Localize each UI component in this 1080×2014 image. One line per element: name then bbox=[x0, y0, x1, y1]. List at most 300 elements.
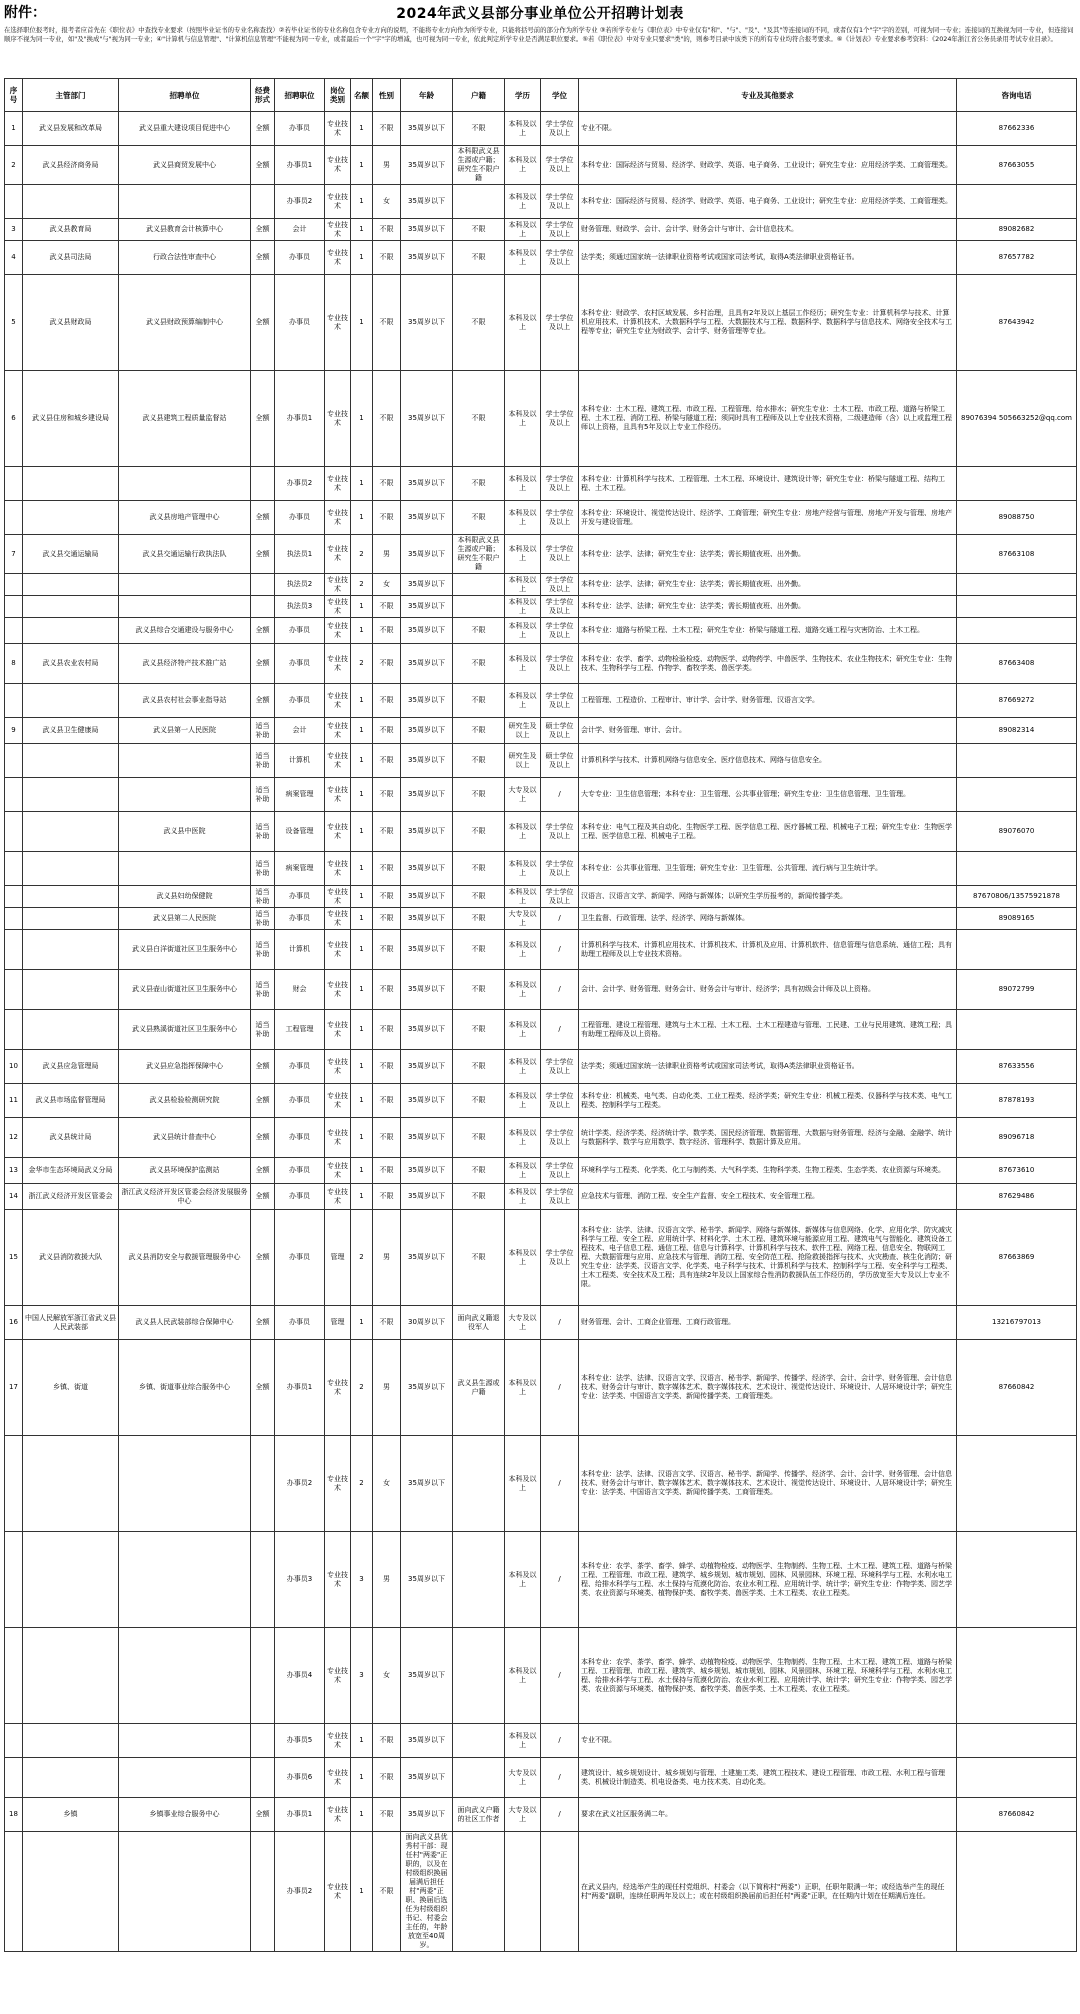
cell-unit: 武义县教育会计核算中心 bbox=[119, 219, 251, 241]
cell-seq bbox=[5, 618, 23, 644]
cell-quota: 1 bbox=[351, 744, 373, 778]
cell-age: 35周岁以下 bbox=[401, 112, 453, 146]
cell-age: 35周岁以下 bbox=[401, 1184, 453, 1210]
cell-degree: 学士学位及以上 bbox=[541, 1184, 579, 1210]
cell-degree: 学士学位及以上 bbox=[541, 146, 579, 185]
cell-unit: 武义县环境保护监测站 bbox=[119, 1158, 251, 1184]
cell-unit: 武义县消防安全与救援管理服务中心 bbox=[119, 1210, 251, 1306]
cell-department: 武义县统计局 bbox=[23, 1118, 119, 1158]
cell-gender: 不限 bbox=[373, 644, 401, 684]
cell-phone: 87633556 bbox=[957, 1050, 1077, 1084]
cell-requirements: 专业不限。 bbox=[579, 112, 957, 146]
cell-requirements: 工程管理、工程造价、工程审计、审计学、会计学、财务管理、汉语言文学。 bbox=[579, 684, 957, 718]
cell-unit bbox=[119, 778, 251, 812]
cell-funding: 全额 bbox=[251, 1210, 275, 1306]
cell-funding: 全额 bbox=[251, 1184, 275, 1210]
cell-requirements: 本科专业：法学、法律、汉语言文学、秘书学、新闻学、网络与新媒体、新媒体与信息网络、化学、应用化学、防灾减灾科学与工程、安全工程、应用统计学、材料化学、土木工程、建筑环境与能源应用工程、建筑电气与智能化、建筑设备工程技术、电子信息工程、通信工程、信息与计算科学、计算机科学与技术、软件工程、网络工程、信息安全、物联网工程、大数据管理与应用、应急技术与管理、消防工程、安全防范工程、抢险救援指挥与技术、火灾勘查、核生化消防；研究生专业：法学类、汉语言文学、化学类、电子科学与技术、计算机科学与技术、控制科学与工程、安全科学与工程类、土木工程类、安全技术及工程；具有连续2年及以上国家综合性消防救援队伍工作经历的，学历放宽至大专及以上专业不限。 bbox=[579, 1210, 957, 1306]
cell-unit: 乡镇、街道事业综合服务中心 bbox=[119, 1340, 251, 1436]
header-cell: 名额 bbox=[351, 79, 373, 112]
cell-quota: 1 bbox=[351, 1184, 373, 1210]
cell-requirements: 应急技术与管理、消防工程、安全生产监督、安全工程技术、安全管理工程。 bbox=[579, 1184, 957, 1210]
cell-funding: 适当补助 bbox=[251, 930, 275, 970]
cell-phone bbox=[957, 852, 1077, 886]
cell-funding bbox=[251, 1628, 275, 1724]
cell-requirements: 本科专业：法学、法律；研究生专业：法学类；需长期值夜班、出外勤。 bbox=[579, 596, 957, 618]
cell-seq bbox=[5, 1832, 23, 1952]
cell-position: 办事员2 bbox=[275, 1436, 325, 1532]
cell-category: 专业技术 bbox=[325, 1724, 351, 1758]
cell-requirements: 本科专业：公共事业管理、卫生管理；研究生专业：卫生管理、公共管理、流行病与卫生统计学。 bbox=[579, 852, 957, 886]
cell-requirements: 统计学类、经济学类、经济统计学、数学类、国民经济管理、数据管理、大数据与财务管理、经济与金融、金融学、统计与数据科学、数学与应用数学、数字经济、管理科学、数据计算及应用。 bbox=[579, 1118, 957, 1158]
cell-quota: 1 bbox=[351, 1158, 373, 1184]
cell-funding: 适当补助 bbox=[251, 886, 275, 908]
cell-seq: 3 bbox=[5, 219, 23, 241]
cell-unit: 乡镇事业综合服务中心 bbox=[119, 1798, 251, 1832]
cell-age: 35周岁以下 bbox=[401, 644, 453, 684]
cell-department: 武义县住房和城乡建设局 bbox=[23, 371, 119, 467]
cell-category: 专业技术 bbox=[325, 501, 351, 535]
cell-category: 专业技术 bbox=[325, 112, 351, 146]
cell-age: 35周岁以下 bbox=[401, 886, 453, 908]
cell-requirements: 本科专业：道路与桥梁工程、土木工程；研究生专业：桥梁与隧道工程、道路交通工程与灾害防治、土木工程。 bbox=[579, 618, 957, 644]
cell-household: 不限 bbox=[453, 886, 505, 908]
cell-department bbox=[23, 908, 119, 930]
cell-age: 35周岁以下 bbox=[401, 1798, 453, 1832]
cell-position: 办事员 bbox=[275, 684, 325, 718]
cell-requirements: 会计、会计学、财务管理、财务会计、财务会计与审计、经济学；具有初级会计师及以上资格。 bbox=[579, 970, 957, 1010]
cell-gender: 男 bbox=[373, 535, 401, 574]
cell-household: 不限 bbox=[453, 718, 505, 744]
cell-unit: 武义县房地产管理中心 bbox=[119, 501, 251, 535]
cell-age: 35周岁以下 bbox=[401, 185, 453, 219]
cell-degree: / bbox=[541, 930, 579, 970]
cell-funding: 适当补助 bbox=[251, 718, 275, 744]
cell-age: 35周岁以下 bbox=[401, 574, 453, 596]
table-row bbox=[5, 185, 1077, 219]
cell-unit: 武义县农村社会事业指导站 bbox=[119, 684, 251, 718]
cell-unit bbox=[119, 1532, 251, 1628]
table-row bbox=[5, 684, 1077, 718]
cell-department: 乡镇 bbox=[23, 1798, 119, 1832]
cell-seq bbox=[5, 778, 23, 812]
cell-requirements: 会计学、财务管理、审计、会计。 bbox=[579, 718, 957, 744]
cell-age: 35周岁以下 bbox=[401, 1084, 453, 1118]
cell-position: 办事员2 bbox=[275, 1832, 325, 1952]
header-cell: 年龄 bbox=[401, 79, 453, 112]
cell-phone: 87663108 bbox=[957, 535, 1077, 574]
cell-funding: 全额 bbox=[251, 112, 275, 146]
cell-seq: 9 bbox=[5, 718, 23, 744]
cell-funding bbox=[251, 1532, 275, 1628]
table-row bbox=[5, 618, 1077, 644]
cell-household bbox=[453, 1532, 505, 1628]
cell-age: 35周岁以下 bbox=[401, 1050, 453, 1084]
table-row bbox=[5, 1532, 1077, 1628]
cell-quota: 1 bbox=[351, 596, 373, 618]
cell-requirements: 财务管理、财政学、会计、会计学、财务会计与审计、会计信息技术。 bbox=[579, 219, 957, 241]
cell-requirements: 卫生监督、行政管理、法学、经济学、网络与新媒体。 bbox=[579, 908, 957, 930]
table-header-row bbox=[5, 79, 1077, 112]
cell-requirements: 本科专业：法学、法律；研究生专业：法学类；需长期值夜班、出外勤。 bbox=[579, 574, 957, 596]
cell-category: 专业技术 bbox=[325, 744, 351, 778]
cell-education: 本科及以上 bbox=[505, 1050, 541, 1084]
cell-education: 本科及以上 bbox=[505, 970, 541, 1010]
table-row bbox=[5, 852, 1077, 886]
cell-household: 不限 bbox=[453, 930, 505, 970]
cell-household: 不限 bbox=[453, 501, 505, 535]
cell-requirements: 法学类；须通过国家统一法律职业资格考试或国家司法考试，取得A类法律职业资格证书。 bbox=[579, 241, 957, 275]
cell-education: 本科及以上 bbox=[505, 1628, 541, 1724]
cell-seq bbox=[5, 970, 23, 1010]
cell-unit bbox=[119, 596, 251, 618]
cell-position: 工程管理 bbox=[275, 1010, 325, 1050]
cell-household: 不限 bbox=[453, 219, 505, 241]
cell-position: 办事员 bbox=[275, 1158, 325, 1184]
cell-phone: 89089165 bbox=[957, 908, 1077, 930]
cell-quota: 2 bbox=[351, 1210, 373, 1306]
cell-gender: 不限 bbox=[373, 618, 401, 644]
cell-quota: 2 bbox=[351, 535, 373, 574]
cell-education: 本科及以上 bbox=[505, 371, 541, 467]
cell-household bbox=[453, 1832, 505, 1952]
cell-requirements: 计算机科学与技术、计算机应用技术、计算机技术、计算机及应用、计算机软件、信息管理与信息系统、通信工程；具有助理工程师及以上专业技术资格。 bbox=[579, 930, 957, 970]
cell-gender: 女 bbox=[373, 1628, 401, 1724]
table-row bbox=[5, 146, 1077, 185]
cell-age: 35周岁以下 bbox=[401, 684, 453, 718]
cell-seq bbox=[5, 886, 23, 908]
cell-degree: 硕士学位及以上 bbox=[541, 744, 579, 778]
cell-education: 本科及以上 bbox=[505, 219, 541, 241]
cell-quota: 1 bbox=[351, 275, 373, 371]
cell-age: 35周岁以下 bbox=[401, 778, 453, 812]
cell-age: 35周岁以下 bbox=[401, 535, 453, 574]
cell-position: 办事员4 bbox=[275, 1628, 325, 1724]
cell-funding: 适当补助 bbox=[251, 970, 275, 1010]
cell-quota: 1 bbox=[351, 778, 373, 812]
cell-household: 不限 bbox=[453, 778, 505, 812]
cell-unit: 武义县建筑工程质量监督站 bbox=[119, 371, 251, 467]
cell-position: 病案管理 bbox=[275, 778, 325, 812]
cell-requirements: 本科专业：电气工程及其自动化、生物医学工程、医学信息工程、医疗器械工程、机械电子工程；研究生专业：生物医学工程、医学信息工程、机械电子工程。 bbox=[579, 812, 957, 852]
cell-category: 专业技术 bbox=[325, 1184, 351, 1210]
cell-department bbox=[23, 684, 119, 718]
cell-position: 办事员2 bbox=[275, 185, 325, 219]
cell-funding: 全额 bbox=[251, 618, 275, 644]
cell-quota: 1 bbox=[351, 467, 373, 501]
cell-unit: 武义县综合交通建设与服务中心 bbox=[119, 618, 251, 644]
cell-quota: 1 bbox=[351, 1084, 373, 1118]
table-row bbox=[5, 219, 1077, 241]
cell-education: 本科及以上 bbox=[505, 467, 541, 501]
cell-department bbox=[23, 886, 119, 908]
cell-phone bbox=[957, 1832, 1077, 1952]
cell-category: 专业技术 bbox=[325, 684, 351, 718]
cell-phone: 87662336 bbox=[957, 112, 1077, 146]
cell-education: 本科及以上 bbox=[505, 1340, 541, 1436]
cell-phone: 89082314 bbox=[957, 718, 1077, 744]
cell-seq: 15 bbox=[5, 1210, 23, 1306]
cell-department bbox=[23, 1628, 119, 1724]
cell-phone: 87660842 bbox=[957, 1340, 1077, 1436]
cell-phone bbox=[957, 574, 1077, 596]
cell-requirements: 本科专业：法学、法律、汉语言文学、汉语言、秘书学、新闻学、传播学、经济学、会计、会计学、财务管理、会计信息技术、财务会计与审计、数字媒体艺术、数字媒体技术、艺术设计、视觉传达设计、环境设计、人居环境设计学；研究生专业：法学类、中国语言文学类、新闻传播学类、工商管理类。 bbox=[579, 1340, 957, 1436]
cell-requirements: 本科专业：计算机科学与技术、工程管理、土木工程、环境设计、建筑设计等；研究生专业：桥梁与隧道工程、结构工程、土木工程。 bbox=[579, 467, 957, 501]
cell-degree: / bbox=[541, 778, 579, 812]
cell-requirements: 计算机科学与技术、计算机网络与信息安全、医疗信息技术、网络与信息安全。 bbox=[579, 744, 957, 778]
cell-department bbox=[23, 1532, 119, 1628]
cell-gender: 不限 bbox=[373, 1118, 401, 1158]
cell-seq: 1 bbox=[5, 112, 23, 146]
cell-department bbox=[23, 501, 119, 535]
cell-seq bbox=[5, 852, 23, 886]
recruitment-plan-table bbox=[4, 78, 1077, 1952]
cell-position: 办事员 bbox=[275, 1210, 325, 1306]
cell-category: 专业技术 bbox=[325, 241, 351, 275]
cell-requirements: 环境科学与工程类、化学类、化工与制药类、大气科学类、生物科学类、生物工程类、生态学类、农业资源与环境类。 bbox=[579, 1158, 957, 1184]
cell-degree: 学士学位及以上 bbox=[541, 241, 579, 275]
cell-funding: 适当补助 bbox=[251, 778, 275, 812]
cell-funding: 全额 bbox=[251, 371, 275, 467]
cell-department: 武义县农业农村局 bbox=[23, 644, 119, 684]
cell-age: 35周岁以下 bbox=[401, 596, 453, 618]
cell-requirements: 在武义县内，经选举产生的现任村党组织、村委会（以下简称村"两委"）正职，任职年限满一年；或经选举产生的现任村"两委"副职，连续任职两年及以上；或在村级组织换届前后担任村"两委"正职，在任期内计划在任期满后连任。 bbox=[579, 1832, 957, 1952]
cell-quota: 1 bbox=[351, 1118, 373, 1158]
cell-unit bbox=[119, 574, 251, 596]
cell-funding: 全额 bbox=[251, 146, 275, 185]
cell-education: 大专及以上 bbox=[505, 1798, 541, 1832]
cell-position: 会计 bbox=[275, 718, 325, 744]
cell-education: 本科及以上 bbox=[505, 1436, 541, 1532]
cell-quota: 2 bbox=[351, 644, 373, 684]
cell-household: 面向武义户籍的社区工作者 bbox=[453, 1798, 505, 1832]
cell-phone: 89096718 bbox=[957, 1118, 1077, 1158]
cell-gender: 不限 bbox=[373, 275, 401, 371]
cell-age: 35周岁以下 bbox=[401, 1210, 453, 1306]
cell-category: 专业技术 bbox=[325, 275, 351, 371]
cell-unit bbox=[119, 467, 251, 501]
cell-degree: / bbox=[541, 970, 579, 1010]
cell-category: 专业技术 bbox=[325, 1532, 351, 1628]
cell-seq: 8 bbox=[5, 644, 23, 684]
table-row bbox=[5, 970, 1077, 1010]
cell-position: 办事员 bbox=[275, 618, 325, 644]
cell-position: 办事员 bbox=[275, 241, 325, 275]
cell-gender: 不限 bbox=[373, 1010, 401, 1050]
cell-gender: 不限 bbox=[373, 970, 401, 1010]
cell-phone bbox=[957, 185, 1077, 219]
cell-degree: / bbox=[541, 1628, 579, 1724]
cell-department bbox=[23, 1724, 119, 1758]
cell-education: 本科及以上 bbox=[505, 886, 541, 908]
cell-education: 本科及以上 bbox=[505, 618, 541, 644]
cell-category: 专业技术 bbox=[325, 596, 351, 618]
cell-age: 35周岁以下 bbox=[401, 1118, 453, 1158]
cell-category: 专业技术 bbox=[325, 185, 351, 219]
cell-position: 病案管理 bbox=[275, 852, 325, 886]
document-title: 2024年武义县部分事业单位公开招聘计划表 bbox=[396, 6, 684, 22]
cell-household: 不限 bbox=[453, 1118, 505, 1158]
cell-category: 专业技术 bbox=[325, 852, 351, 886]
table-row bbox=[5, 886, 1077, 908]
cell-household: 不限 bbox=[453, 1050, 505, 1084]
cell-education: 本科及以上 bbox=[505, 241, 541, 275]
cell-age: 35周岁以下 bbox=[401, 241, 453, 275]
cell-degree: 学士学位及以上 bbox=[541, 684, 579, 718]
cell-requirements: 本科专业：法学、法律、汉语言文学、汉语言、秘书学、新闻学、传播学、经济学、会计、会计学、财务管理、会计信息技术、财务会计与审计、数字媒体艺术、数字媒体技术、艺术设计、视觉传达设计、环境设计、人居环境设计学；研究生专业：法学类、中国语言文学类、新闻传播学类、工商管理类。 bbox=[579, 1436, 957, 1532]
cell-gender: 不限 bbox=[373, 371, 401, 467]
cell-education: 本科及以上 bbox=[505, 146, 541, 185]
cell-degree: 硕士学位及以上 bbox=[541, 718, 579, 744]
cell-unit: 浙江武义经济开发区管委会经济发展服务中心 bbox=[119, 1184, 251, 1210]
cell-quota: 2 bbox=[351, 1340, 373, 1436]
header-cell: 岗位类别 bbox=[325, 79, 351, 112]
cell-funding: 适当补助 bbox=[251, 852, 275, 886]
cell-household: 不限 bbox=[453, 112, 505, 146]
cell-quota: 1 bbox=[351, 501, 373, 535]
cell-category: 专业技术 bbox=[325, 1050, 351, 1084]
cell-phone bbox=[957, 744, 1077, 778]
cell-age: 35周岁以下 bbox=[401, 852, 453, 886]
cell-degree: 学士学位及以上 bbox=[541, 185, 579, 219]
cell-category: 专业技术 bbox=[325, 574, 351, 596]
cell-position: 执法员3 bbox=[275, 596, 325, 618]
cell-phone bbox=[957, 930, 1077, 970]
cell-seq: 5 bbox=[5, 275, 23, 371]
cell-degree: / bbox=[541, 1010, 579, 1050]
cell-department: 中国人民解放军浙江省武义县人民武装部 bbox=[23, 1306, 119, 1340]
cell-degree: 学士学位及以上 bbox=[541, 1158, 579, 1184]
cell-education: 本科及以上 bbox=[505, 501, 541, 535]
cell-degree: / bbox=[541, 908, 579, 930]
cell-requirements: 法学类；须通过国家统一法律职业资格考试或国家司法考试，取得A类法律职业资格证书。 bbox=[579, 1050, 957, 1084]
cell-position: 办事员 bbox=[275, 1118, 325, 1158]
cell-requirements: 建筑设计、城乡规划设计、城乡规划与管理、土建施工类、建筑工程技术、建设工程管理、市政工程、水利工程与管理类、机械设计制造类、机电设备类、电力技术类、自动化类。 bbox=[579, 1758, 957, 1798]
cell-gender: 不限 bbox=[373, 501, 401, 535]
cell-degree: / bbox=[541, 1798, 579, 1832]
cell-funding bbox=[251, 1758, 275, 1798]
cell-category: 专业技术 bbox=[325, 1628, 351, 1724]
cell-gender: 不限 bbox=[373, 778, 401, 812]
cell-category: 专业技术 bbox=[325, 1084, 351, 1118]
cell-category: 专业技术 bbox=[325, 1436, 351, 1532]
cell-unit: 武义县妇幼保健院 bbox=[119, 886, 251, 908]
cell-phone: 13216797013 bbox=[957, 1306, 1077, 1340]
cell-unit: 武义县白洋街道社区卫生服务中心 bbox=[119, 930, 251, 970]
cell-education: 研究生及以上 bbox=[505, 744, 541, 778]
cell-seq: 2 bbox=[5, 146, 23, 185]
cell-quota: 1 bbox=[351, 146, 373, 185]
table-row bbox=[5, 812, 1077, 852]
header-cell: 招聘单位 bbox=[119, 79, 251, 112]
cell-seq: 17 bbox=[5, 1340, 23, 1436]
header-cell: 经费形式 bbox=[251, 79, 275, 112]
header-cell: 主管部门 bbox=[23, 79, 119, 112]
cell-unit bbox=[119, 1758, 251, 1798]
cell-department: 乡镇、街道 bbox=[23, 1340, 119, 1436]
cell-seq bbox=[5, 574, 23, 596]
table-row bbox=[5, 241, 1077, 275]
cell-education: 本科及以上 bbox=[505, 930, 541, 970]
cell-phone bbox=[957, 618, 1077, 644]
cell-seq: 13 bbox=[5, 1158, 23, 1184]
cell-category: 专业技术 bbox=[325, 618, 351, 644]
cell-funding: 全额 bbox=[251, 1118, 275, 1158]
cell-category: 专业技术 bbox=[325, 1758, 351, 1798]
cell-phone: 87670806/13575921878 bbox=[957, 886, 1077, 908]
cell-age: 35周岁以下 bbox=[401, 1628, 453, 1724]
cell-position: 办事员 bbox=[275, 886, 325, 908]
cell-funding: 全额 bbox=[251, 644, 275, 684]
cell-household: 不限 bbox=[453, 812, 505, 852]
cell-gender: 不限 bbox=[373, 744, 401, 778]
cell-household: 不限 bbox=[453, 618, 505, 644]
cell-department: 金华市生态环境局武义分局 bbox=[23, 1158, 119, 1184]
cell-funding bbox=[251, 1832, 275, 1952]
cell-category: 专业技术 bbox=[325, 1158, 351, 1184]
table-row bbox=[5, 930, 1077, 970]
cell-seq: 7 bbox=[5, 535, 23, 574]
cell-funding: 全额 bbox=[251, 241, 275, 275]
cell-phone: 87657782 bbox=[957, 241, 1077, 275]
cell-gender: 女 bbox=[373, 1436, 401, 1532]
cell-unit: 武义县交通运输行政执法队 bbox=[119, 535, 251, 574]
cell-unit: 武义县检验检测研究院 bbox=[119, 1084, 251, 1118]
cell-funding: 适当补助 bbox=[251, 1010, 275, 1050]
cell-funding: 适当补助 bbox=[251, 744, 275, 778]
cell-position: 办事员 bbox=[275, 908, 325, 930]
instruction-notes: 在选择职位报考时，报考者应首先在《职位表》中查找专业要求（按照毕业证书的专业名称查找）②若毕业证书的专业名称包含专业方向的说明，不能将专业方向作为所学专业，只能将括号前的部分作为所学专业 ③若所学专业与《职位表》中专业仅有"和"、"与"、"及"、"及其"等连接词的不同，或者仅有1个"字"字的差别，可视为同一专业；连接词的互换视为同一专业，但连接词顺序不视为同一专业，如"及"换成"与"视为同一专业；④"计算机与信息管理"、"计算机信息管理"不能视为同一专业，或者最后一个"字"字的增减，也可视为同一专业，依此判定所学专业是否满足职位要求。⑤若《职位表》中对专业只要求"类"的，则参考目录中该类下的所有专业均符合报考要求。⑥《计划表》专业要求参考资料：《2024年浙江省公务员录用考试专业目录》。 bbox=[4, 26, 1074, 44]
cell-education: 本科及以上 bbox=[505, 535, 541, 574]
cell-phone: 89076070 bbox=[957, 812, 1077, 852]
cell-requirements: 工程管理、建设工程管理、建筑与土木工程、土木工程、土木工程建造与管理、工民建、工业与民用建筑、建筑工程；具有助理工程师及以上资格。 bbox=[579, 1010, 957, 1050]
cell-quota: 1 bbox=[351, 112, 373, 146]
cell-quota: 1 bbox=[351, 718, 373, 744]
cell-seq: 11 bbox=[5, 1084, 23, 1118]
cell-seq bbox=[5, 185, 23, 219]
cell-unit: 武义县人民武装部综合保障中心 bbox=[119, 1306, 251, 1340]
cell-funding: 全额 bbox=[251, 1306, 275, 1340]
cell-phone bbox=[957, 1532, 1077, 1628]
cell-education: 本科及以上 bbox=[505, 1184, 541, 1210]
table-row bbox=[5, 371, 1077, 467]
table-row bbox=[5, 501, 1077, 535]
cell-household: 不限 bbox=[453, 467, 505, 501]
cell-age: 面向武义县优秀村干部：现任村"两委"正职的，以及在村级组织换届届满后担任村"两委"正职、换届后选任为村级组织书记、村委会主任的，年龄放宽至40周岁。 bbox=[401, 1832, 453, 1952]
table-row bbox=[5, 1832, 1077, 1952]
cell-seq: 6 bbox=[5, 371, 23, 467]
cell-degree: / bbox=[541, 1436, 579, 1532]
cell-category: 管理 bbox=[325, 1306, 351, 1340]
cell-household: 本科限武义县生源或户籍；研究生不限户籍 bbox=[453, 146, 505, 185]
cell-degree: 学士学位及以上 bbox=[541, 644, 579, 684]
cell-seq bbox=[5, 1758, 23, 1798]
cell-position: 计算机 bbox=[275, 930, 325, 970]
cell-position: 办事员3 bbox=[275, 1532, 325, 1628]
cell-seq bbox=[5, 930, 23, 970]
cell-unit: 武义县统计普查中心 bbox=[119, 1118, 251, 1158]
cell-requirements: 本科专业：土木工程、建筑工程、市政工程、工程管理、给水排水；研究生专业：土木工程、市政工程、道路与桥梁工程、土木工程、消防工程、桥梁与隧道工程；须同时具有工程师及以上专业技术资格，二级建造师（含）以上或监理工程师以上资格，且具有5年及以上专业工作经历。 bbox=[579, 371, 957, 467]
cell-gender: 不限 bbox=[373, 1724, 401, 1758]
table-body bbox=[5, 112, 1077, 1952]
cell-category: 专业技术 bbox=[325, 146, 351, 185]
cell-department: 武义县应急管理局 bbox=[23, 1050, 119, 1084]
cell-unit: 武义县商贸发展中心 bbox=[119, 146, 251, 185]
cell-gender: 不限 bbox=[373, 1084, 401, 1118]
cell-gender: 不限 bbox=[373, 1758, 401, 1798]
cell-requirements: 汉语言、汉语言文学、新闻学、网络与新媒体；以研究生学历报考的，新闻传播学类。 bbox=[579, 886, 957, 908]
cell-education: 本科及以上 bbox=[505, 1724, 541, 1758]
cell-degree: 学士学位及以上 bbox=[541, 112, 579, 146]
